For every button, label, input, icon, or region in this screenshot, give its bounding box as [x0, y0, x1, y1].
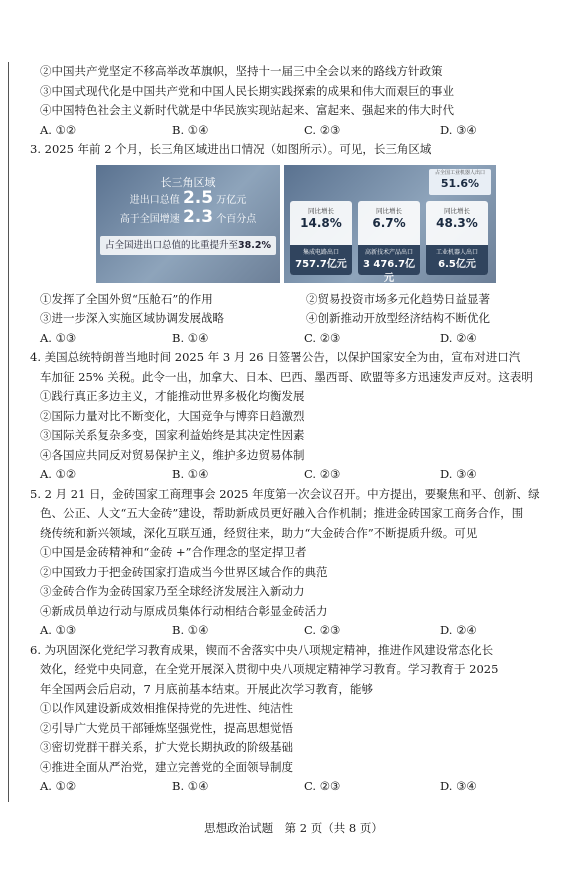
choice-b[interactable]: B. ①④ [172, 623, 209, 637]
q2-option-3: ③中国式现代化是中国共产党和中国人民长期实践探索的成果和伟大而艰巨的事业 [40, 83, 454, 98]
trade-infographic [96, 165, 496, 283]
q6-option-4: ④推进全面从严治党，建立完善党的全面领导制度 [40, 759, 293, 774]
choice-c[interactable]: C. ②③ [304, 467, 341, 481]
choice-d[interactable]: D. ②④ [440, 330, 477, 345]
choice-c[interactable]: C. ②③ [304, 623, 341, 637]
q5-option-4: ④新成员单边行动与原成员集体行动相结合彰显金砖活力 [40, 603, 328, 618]
q5-option-2: ②中国致力于把金砖国家打造成当今世界区域合作的典范 [40, 564, 328, 579]
robot-share-badge: 占全国工业机器人出口 51.6% [429, 169, 491, 195]
q3-option-4: ④创新推动开放型经济结构不断优化 [306, 311, 490, 325]
q4-stem-line-1: 4. 美国总统特朗普当地时间 2025 年 3 月 26 日签署公告，以保护国家安全为由，宣布对进口汽 [30, 350, 521, 364]
q2-option-4: ④中国特色社会主义新时代就是中华民族实现站起来、富起来、强起来的伟大时代 [40, 103, 454, 117]
card-integrated-circuit: 同比增长 14.8% 集成电路出口 757.7亿元 [290, 201, 352, 275]
choice-d[interactable]: D. ③④ [440, 779, 477, 793]
q5-stem-line-3: 绕传统和新兴领域，深化互联互通，经贸往来，助力“大金砖合作”不断提质升级。可见 [40, 525, 478, 540]
infographic-left-panel [96, 165, 280, 283]
choice-c[interactable]: C. ②③ [304, 122, 341, 137]
choice-c[interactable]: C. ②③ [304, 330, 341, 345]
q5-stem-line-1: 5. 2 月 21 日，金砖国家工商理事会 2025 年度第一次会议召开。中方提出，要聚焦和平、创新、绿 [30, 486, 540, 501]
q4-option-3: ③国际关系复杂多变，国家利益始终是其决定性因素 [40, 428, 305, 442]
q6-stem-line-1: 6. 为巩固深化党纪学习教育成果，锲而不舍落实中央八项规定精神，推进作风建设常态化长 [30, 642, 494, 657]
margin-line [8, 62, 9, 802]
choice-a[interactable]: A. ①② [40, 122, 77, 137]
q3-stem: 3. 2025 年前 2 个月，长三角区域进出口情况（如图所示）。可见，长三角区域 [30, 142, 432, 156]
q5-option-3: ③金砖合作为金砖国家乃至全球经济发展注入新动力 [40, 584, 305, 598]
choice-d[interactable]: D. ③④ [440, 122, 477, 137]
q6-option-1: ①以作风建设新成效相推保持党的先进性、纯洁性 [40, 701, 293, 715]
page-footer: 思想政治试题 第 2 页（共 8 页） [204, 821, 383, 835]
choice-a[interactable]: A. ①② [40, 467, 77, 481]
q2-option-2: ②中国共产党坚定不移高举改革旗帜，坚持十一届三中全会以来的路线方针政策 [40, 64, 443, 78]
choice-b[interactable]: B. ①④ [172, 779, 209, 793]
total-line: 进出口总值 2.5 万亿元 [129, 187, 247, 208]
choice-a[interactable]: A. ①③ [40, 623, 77, 637]
q5-stem-line-2: 色、公正、人文“五大金砖”建设，帮助新成员更好融入合作机制；推进金砖国家工商务合作，围 [40, 506, 524, 520]
share-line: 占全国进出口总值的比重提升至38.2% [96, 236, 280, 256]
q4-option-2: ②国际力量对比不断变化，大国竞争与博弈日趋激烈 [40, 408, 305, 423]
q3-option-2: ②贸易投资市场多元化趋势日益显著 [306, 291, 490, 306]
q4-option-1: ①践行真正多边主义，才能推动世界多极化均衡发展 [40, 389, 305, 403]
q5-option-1: ①中国是金砖精神和“金砖 +”合作理念的坚定捍卫者 [40, 545, 307, 559]
choice-b[interactable]: B. ①④ [172, 467, 209, 481]
q6-stem-line-2: 效化，经党中央同意，在全党开展深入贯彻中央八项规定精神学习教育。学习教育于 2025 [40, 662, 499, 676]
choice-a[interactable]: A. ①② [40, 779, 77, 793]
region-title: 长三角区域 [160, 175, 216, 189]
q3-option-1: ①发挥了全国外贸“压舱石”的作用 [40, 291, 213, 306]
q3-options-row-1 [40, 290, 570, 310]
choice-b[interactable]: B. ①④ [172, 330, 209, 345]
choice-a[interactable]: A. ①③ [40, 330, 77, 345]
q4-option-4: ④各国应共同反对贸易保护主义，维护多边贸易体制 [40, 447, 305, 462]
choice-c[interactable]: C. ②③ [304, 779, 341, 793]
q3-option-3: ③进一步深入实施区域协调发展战略 [40, 311, 224, 325]
card-industrial-robot: 同比增长 48.3% 工业机器人出口 6.5亿元 [426, 201, 488, 275]
q5-choices [40, 621, 570, 641]
q6-choices [40, 777, 570, 797]
choice-d[interactable]: D. ③④ [440, 467, 477, 481]
card-high-tech: 同比增长 6.7% 高新技术产品出口 3 476.7亿元 [358, 201, 420, 275]
choice-b[interactable]: B. ①④ [172, 122, 209, 137]
q6-option-3: ③密切党群干群关系，扩大党长期执政的阶级基础 [40, 740, 293, 754]
q6-option-2: ②引导广大党员干部锤炼坚强党性，提高思想觉悟 [40, 720, 293, 735]
infographic-right-panel [284, 165, 496, 283]
exam-content [30, 62, 570, 797]
q3-options-row-2 [40, 309, 570, 329]
growth-above-line: 高于全国增速 2.3 个百分点 [119, 206, 257, 227]
q4-choices [40, 465, 570, 485]
q4-stem-line-2: 车加征 25% 关税。此令一出，加拿大、日本、巴西、墨西哥、欧盟等多方迅速发声反对。这表明 [40, 369, 533, 384]
q6-stem-line-3: 年全国两会后启动，7 月底前基本结束。开展此次学习教育，能够 [40, 681, 373, 696]
choice-d[interactable]: D. ②④ [440, 623, 477, 637]
q2-choices [40, 121, 570, 141]
q3-choices [40, 329, 570, 349]
